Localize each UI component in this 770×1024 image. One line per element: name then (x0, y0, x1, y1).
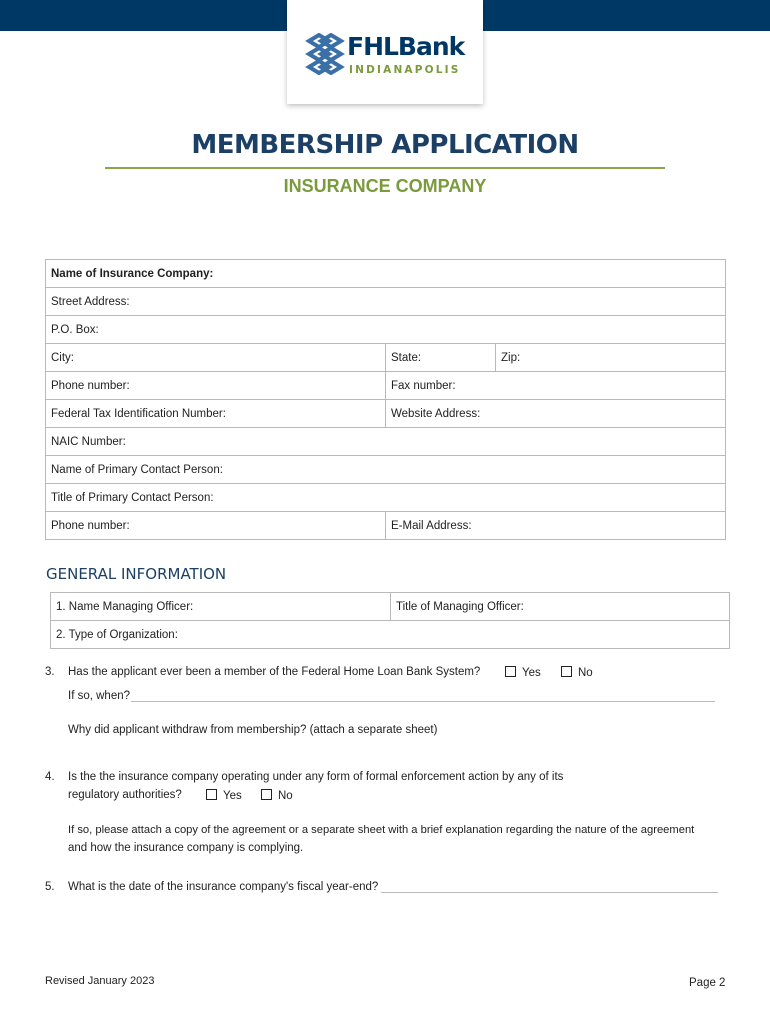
table-row (46, 288, 726, 316)
table-row (46, 344, 726, 372)
officer-title-field[interactable]: Title of Managing Officer: (391, 593, 730, 621)
q3-number: 3. (45, 666, 55, 678)
state-field[interactable]: State: (386, 344, 496, 372)
checkbox-icon[interactable] (561, 666, 572, 677)
contact-info-table (45, 259, 726, 540)
table-row (51, 593, 730, 621)
checkbox-icon[interactable] (505, 666, 516, 677)
table-row (46, 372, 726, 400)
phone-field[interactable]: Phone number: (46, 372, 386, 400)
q3-yes-option[interactable] (505, 666, 541, 679)
title-divider (105, 167, 665, 169)
street-address-field[interactable]: Street Address: (46, 288, 726, 316)
q5-number: 5. (45, 881, 55, 893)
logo-name: FHLBank (347, 32, 465, 61)
page-subtitle: INSURANCE COMPANY (283, 176, 487, 196)
fax-field[interactable]: Fax number: (386, 372, 726, 400)
officer-name-field[interactable]: 1. Name Managing Officer: (51, 593, 391, 621)
q3-text: Has the applicant ever been a member of the Federal Home Loan Bank System? (68, 666, 481, 678)
q4-note-line2: and how the insurance company is complying. (68, 842, 304, 854)
q4-number: 4. (45, 771, 55, 783)
q3-when-label: If so, when? (68, 690, 131, 702)
org-type-field[interactable]: 2. Type of Organization: (51, 621, 730, 649)
website-field[interactable]: Website Address: (386, 400, 726, 428)
contact-name-field[interactable]: Name of Primary Contact Person: (46, 456, 726, 484)
q4-yes-option[interactable] (206, 789, 242, 802)
email-field[interactable]: E-Mail Address: (386, 512, 726, 540)
company-name-field[interactable]: Name of Insurance Company: (46, 260, 726, 288)
q4-no-option[interactable] (261, 789, 293, 802)
zip-field[interactable]: Zip: (496, 344, 726, 372)
q3-no-label: No (578, 667, 593, 679)
logo-subtitle: INDIANAPOLIS (349, 64, 461, 76)
po-box-field[interactable]: P.O. Box: (46, 316, 726, 344)
q4-yes-label: Yes (223, 790, 242, 802)
table-row (46, 456, 726, 484)
table-row (46, 484, 726, 512)
contact-phone-field[interactable]: Phone number: (46, 512, 386, 540)
general-info-heading: GENERAL INFORMATION (46, 565, 227, 583)
checkbox-icon[interactable] (261, 789, 272, 800)
table-row (46, 316, 726, 344)
q4-text-line1: Is the the insurance company operating under any form of formal enforcement action by any of its (68, 771, 564, 783)
fhlbank-logo-icon (305, 33, 345, 75)
table-row (46, 428, 726, 456)
page-number: Page 2 (689, 977, 726, 989)
checkbox-icon[interactable] (206, 789, 217, 800)
table-row (46, 400, 726, 428)
tax-id-field[interactable]: Federal Tax Identification Number: (46, 400, 386, 428)
revision-date: Revised January 2023 (45, 975, 155, 987)
table-row (51, 621, 730, 649)
q3-no-option[interactable] (561, 666, 593, 679)
general-info-table (50, 592, 730, 649)
q4-no-label: No (278, 790, 293, 802)
q4-text-line2: regulatory authorities? (68, 789, 182, 801)
city-field[interactable]: City: (46, 344, 386, 372)
q5-answer-line[interactable] (381, 892, 718, 893)
q4-note-line1: If so, please attach a copy of the agreement or a separate sheet with a brief explanation regarding the nature of the agreement (68, 824, 695, 836)
page-title: MEMBERSHIP APPLICATION (191, 130, 579, 160)
logo-card (287, 0, 483, 104)
q5-text: What is the date of the insurance company's fiscal year-end? (68, 881, 379, 893)
table-row (46, 260, 726, 288)
contact-title-field[interactable]: Title of Primary Contact Person: (46, 484, 726, 512)
q3-yes-label: Yes (522, 667, 541, 679)
q3-when-line[interactable] (131, 701, 715, 702)
table-row (46, 512, 726, 540)
naic-number-field[interactable]: NAIC Number: (46, 428, 726, 456)
q3-withdraw-text: Why did applicant withdraw from membership? (attach a separate sheet) (68, 724, 438, 736)
